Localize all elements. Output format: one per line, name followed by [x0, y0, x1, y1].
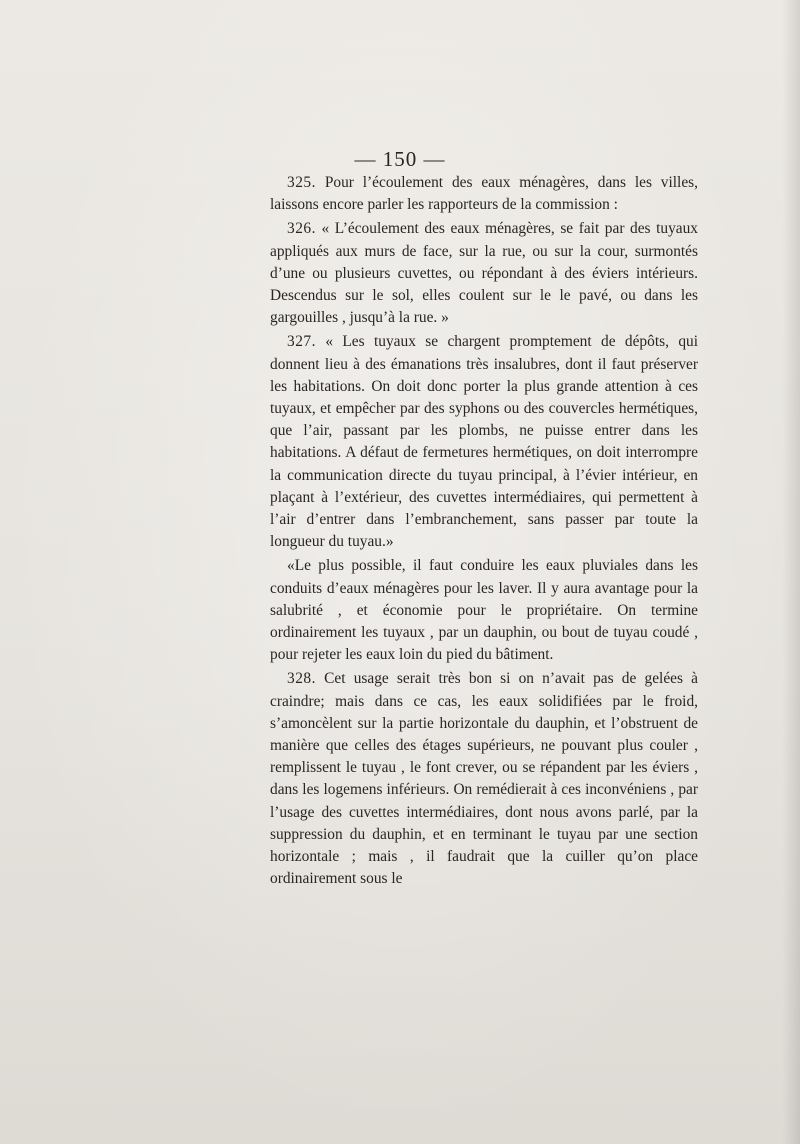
paragraph-text: « Les tuyaux se chargent promptement de dépôts, qui donnent lieu à des émanations très insalubres, dont il faut préserver les habitations. On doit donc porter la plus grande attention à ces tuyaux, et empêcher par des syphons ou des couvercles hermétiques, que l’air, passant par les plombs, ne puisse entrer dans les habitations. A défaut de fermetures hermétiques, on doit interrompre la communication directe du tuyau principal, à l’évier intérieur, en plaçant à l’extérieur, des cuvettes intermédiaires, qui permettent à l’air d’entrer dans l’embranchement, sans passer par toute la longueur du tuyau.»: [270, 333, 698, 551]
body-text: [270, 172, 698, 891]
paragraph-text: Pour l’écoulement des eaux ménagères, dans les villes, laissons encore parler les rapporteurs de la commission :: [270, 174, 698, 214]
paragraph-328: [270, 668, 698, 890]
paragraph-327-continued: [270, 555, 698, 666]
paragraph-number: 326.: [287, 220, 316, 238]
paragraph-number: 328.: [287, 670, 316, 688]
page-number: — 150 —: [354, 147, 446, 171]
paragraph-number: 325.: [287, 174, 316, 191]
paragraph-text: « L’écoulement des eaux ménagères, se fait par des tuyaux appliqués aux murs de face, sur la rue, ou sur la cour, surmontés d’une ou plusieurs cuvettes, ou répondant à des éviers intérieurs. Descendus sur le sol, elles coulent sur le le pavé, ou dans les gargouilles , jusqu’à la rue. »: [270, 220, 698, 327]
paragraph-text: Cet usage serait très bon si on n’avait pas de gelées à craindre; mais dans ce cas, les eaux solidifiées par le froid, s’amoncèlent sur la partie horizontale du dauphin, et l’obstruent de manière que celles des étages supérieurs, ne pouvant plus couler , remplissent le tuyau , le font crever, ou se répandent par les éviers , dans les logemens inférieurs. On remédierait à ces inconvéniens , par l’usage des cuvettes intermédiaires, dont nous avons parlé, par la suppression du dauphin, et en terminant le tuyau par une section horizontale ; mais , il faudrait que la cuiller qu’on place ordinairement sous le: [270, 670, 698, 888]
paragraph-327: [270, 331, 698, 553]
paragraph-325: [270, 172, 698, 216]
paragraph-326: [270, 218, 698, 329]
paragraph-text: «Le plus possible, il faut conduire les eaux pluviales dans les conduits d’eaux ménagères pour les laver. Il y aura avantage pour la salubrité , et économie pour le propriétaire. On termine ordinairement les tuyaux , par un dauphin, ou bout de tuyau coudé , pour rejeter les eaux loin du pied du bâtiment.: [270, 557, 698, 664]
paragraph-number: 327.: [287, 333, 316, 351]
